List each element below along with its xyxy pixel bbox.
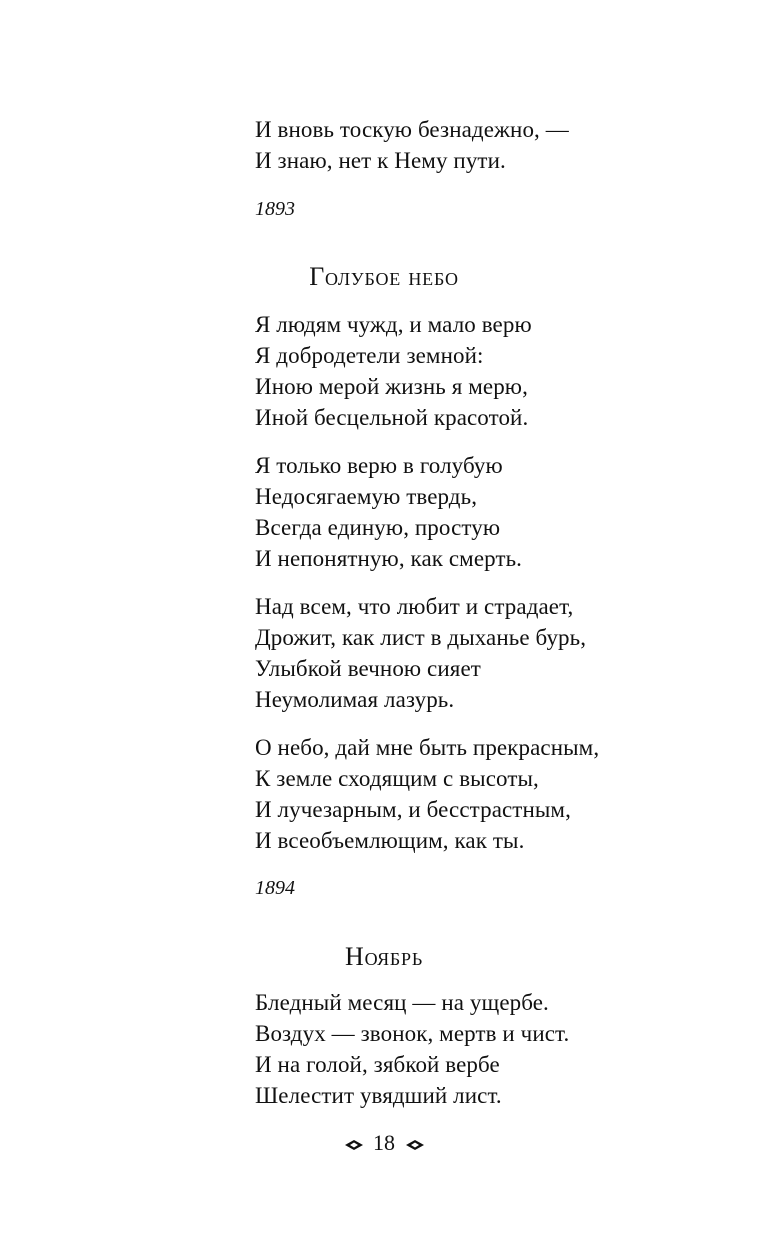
poem-line: Бледный месяц — на ущербе.: [255, 990, 549, 1015]
poem-line: Шелестит увядший лист.: [255, 1083, 502, 1108]
poem-line: Неумолимая лазурь.: [255, 687, 455, 712]
stanza: [255, 987, 715, 1111]
diamond-ornament-icon: [405, 1139, 425, 1151]
poem-line: И на голой, зябкой вербе: [255, 1052, 500, 1077]
poem-line: Иной бесцельной красотой.: [255, 405, 529, 430]
poem-line: И знаю, нет к Нему пути.: [255, 148, 506, 173]
page-number: 18: [373, 1130, 395, 1155]
poem-date: 1894: [255, 877, 295, 899]
poem-line: И всеобъемлющим, как ты.: [255, 828, 525, 853]
poem-line: Недосягаемую твердь,: [255, 484, 478, 509]
stanza: [255, 309, 715, 433]
page-footer: [0, 1130, 768, 1156]
poem-line: И вновь тоскую безнадежно, —: [255, 117, 569, 142]
poem-line: Я добродетели земной:: [255, 343, 484, 368]
poem-line: Всегда единую, простую: [255, 515, 501, 540]
poem-line: Дрожит, как лист в дыханье бурь,: [255, 625, 587, 650]
poem-line: О небо, дай мне быть прекрасным,: [255, 735, 600, 760]
stanza: [255, 732, 715, 856]
poem-line: Улыбкой вечною сияет: [255, 656, 481, 681]
poem-ending: [255, 114, 715, 176]
poem-line: Над всем, что любит и страдает,: [255, 594, 574, 619]
diamond-ornament-icon: [344, 1139, 364, 1151]
poem-line: Воздух — звонок, мертв и чист.: [255, 1021, 570, 1046]
poem-line: К земле сходящим с высоты,: [255, 766, 539, 791]
stanza: [255, 591, 715, 715]
poem-title: Голубое небо: [309, 262, 459, 291]
poem-line: Иною мерой жизнь я мерю,: [255, 374, 528, 399]
poem-title: Ноябрь: [345, 942, 423, 971]
poem-date: 1893: [255, 198, 295, 220]
poem-line: И непонятную, как смерть.: [255, 546, 523, 571]
poem-line: Я только верю в голубую: [255, 453, 503, 478]
poem-line: И лучезарным, и бесстрастным,: [255, 797, 571, 822]
stanza: [255, 450, 715, 574]
poem-line: Я людям чужд, и мало верю: [255, 312, 532, 337]
